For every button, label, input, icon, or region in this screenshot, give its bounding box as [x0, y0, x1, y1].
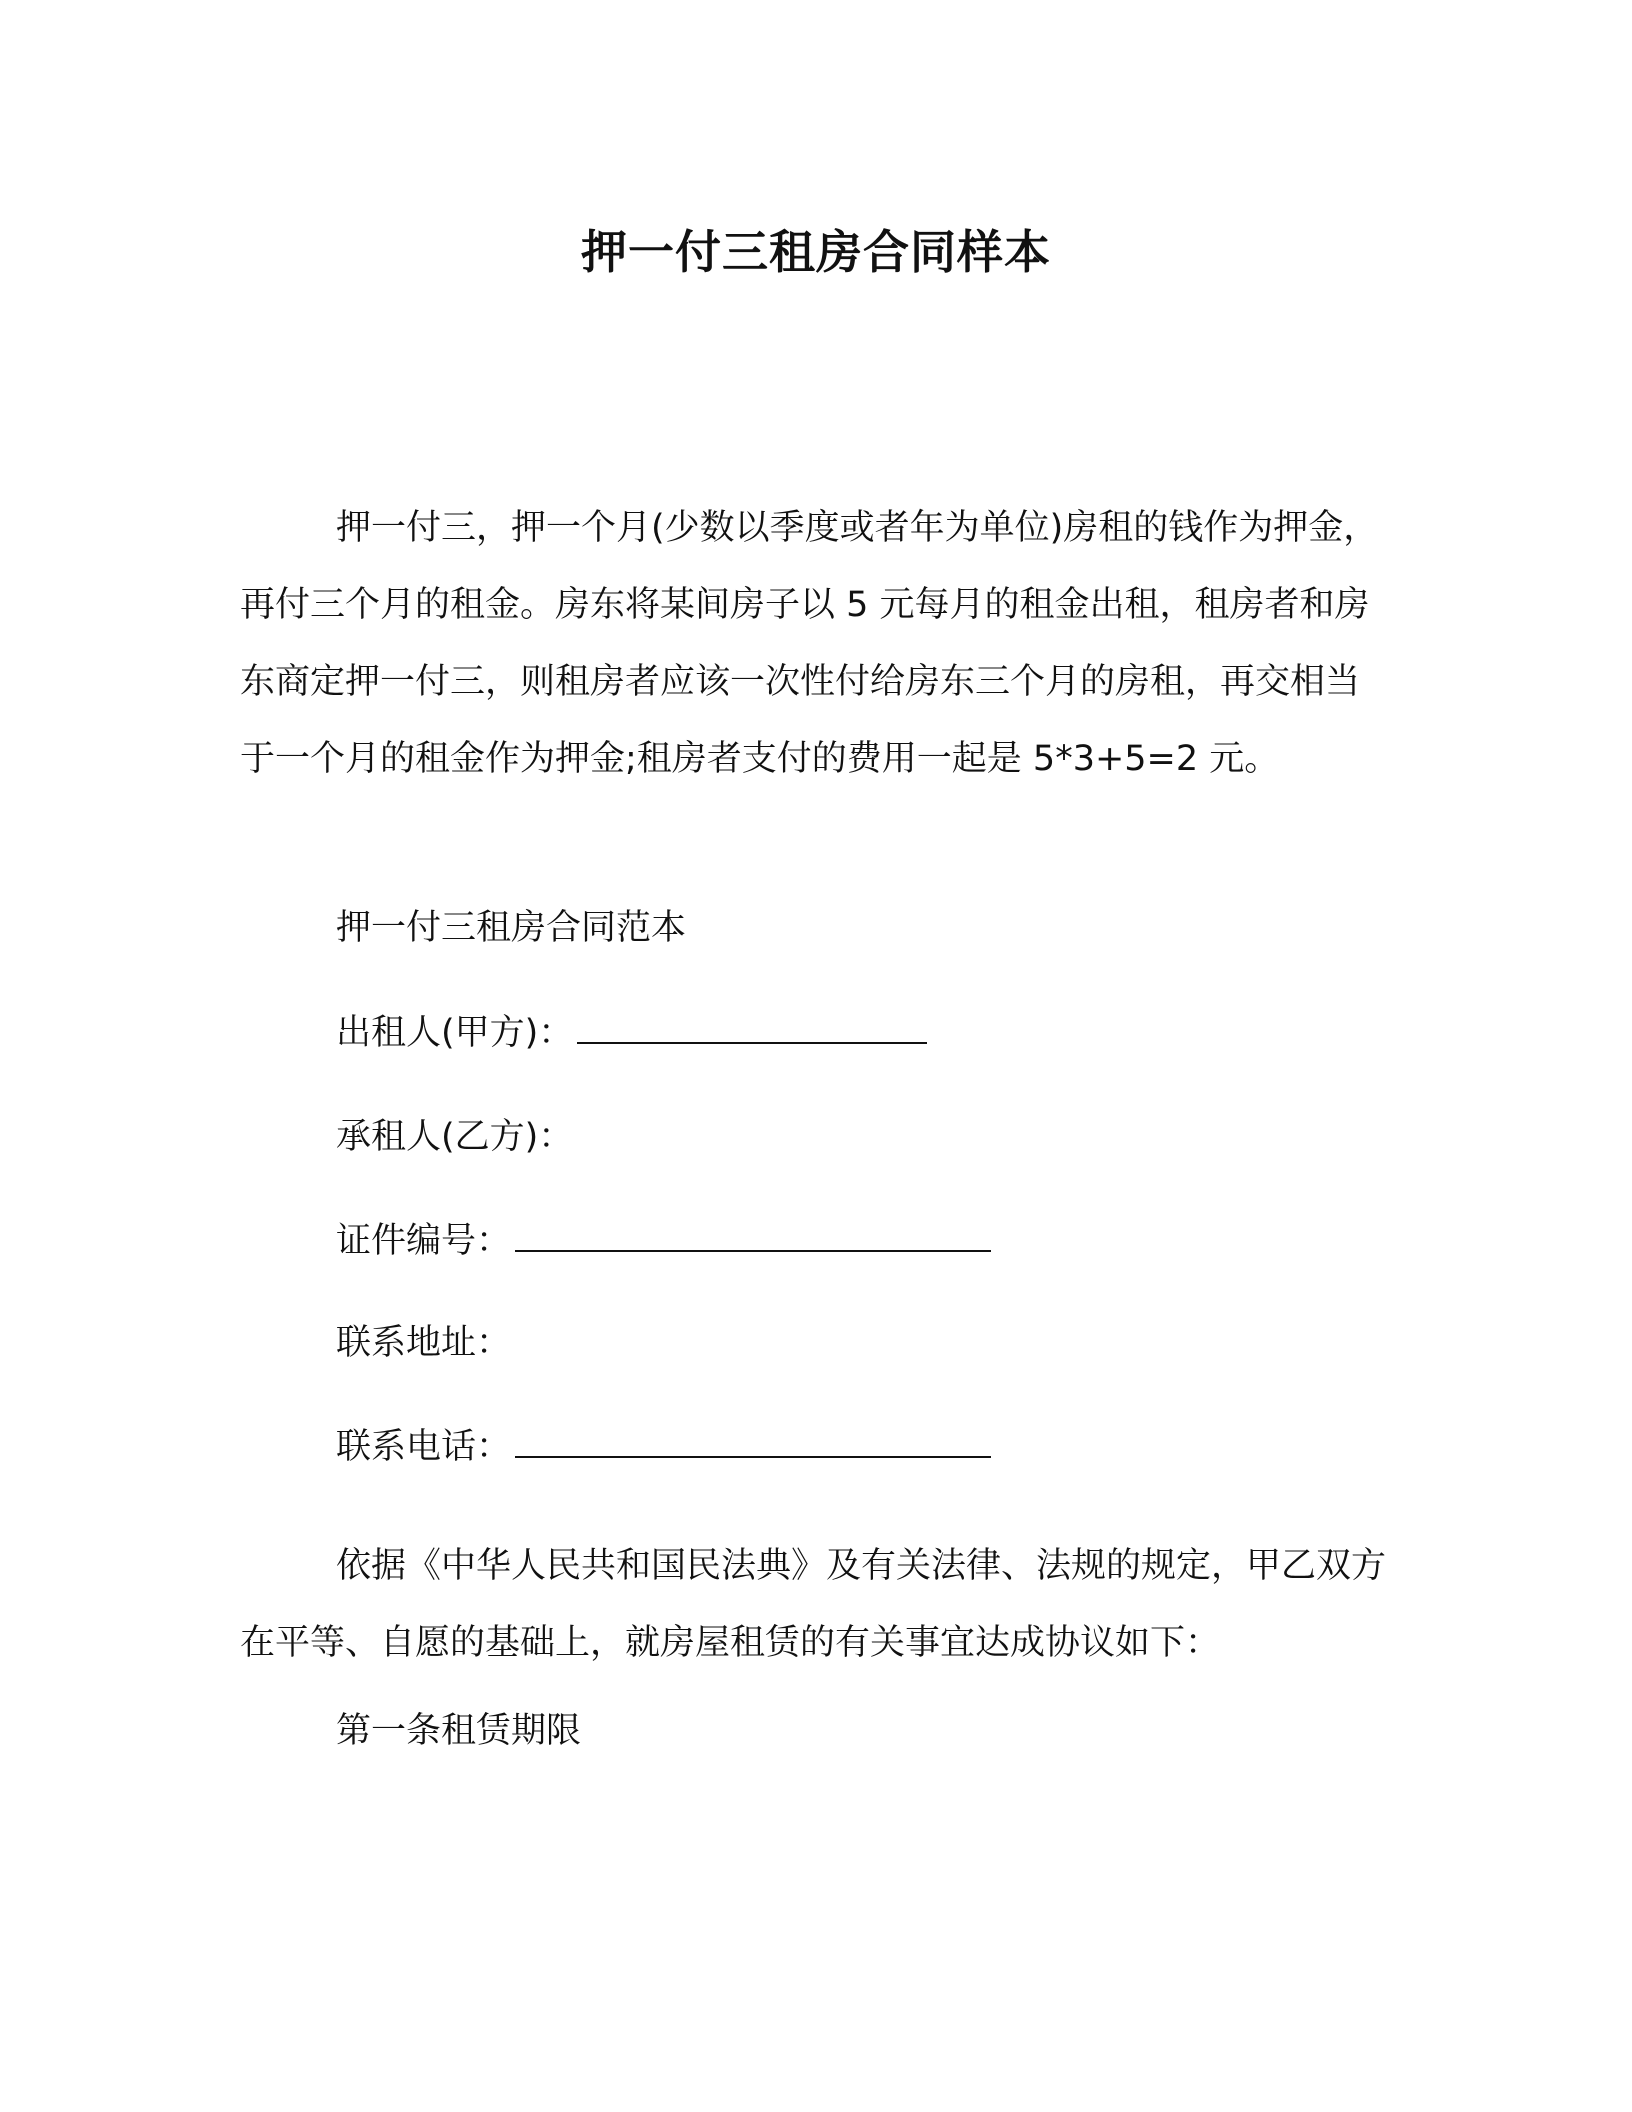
lessor-field: [336, 1008, 927, 1058]
id-number-label: 证件编号：: [336, 1221, 512, 1261]
phone-label: 联系电话：: [336, 1427, 512, 1467]
address-label: 联系地址：: [336, 1323, 512, 1363]
lessor-label: 出租人(甲方)：: [336, 1013, 574, 1053]
lessee-label: 承租人(乙方)：: [336, 1117, 574, 1157]
intro-paragraph: 押一付三，押一个月(少数以季度或者年为单位)房租的钱作为押金，再付三个月的租金。房东将某间房子以 5 元每月的租金出租，租房者和房东商定押一付三，则租房者应该一次性付给房东三个月的房租，再交相当于一个月的租金作为押金;租房者支付的费用一起是 5*3+5=2 元。: [240, 508, 1379, 779]
phone-field: [336, 1422, 991, 1472]
article-1-heading: 第一条租赁期限: [336, 1711, 582, 1751]
lessee-field: [336, 1112, 573, 1162]
id-number-blank-line[interactable]: [515, 1216, 991, 1252]
basis-paragraph: 依据《中华人民共和国民法典》及有关法律、法规的规定，甲乙双方在平等、自愿的基础上，就房屋租赁的有关事宜达成协议如下：: [240, 1546, 1387, 1663]
lessor-blank-line[interactable]: [577, 1008, 927, 1044]
sample-heading: 押一付三租房合同范本: [336, 908, 687, 948]
address-field: [336, 1318, 511, 1368]
id-number-field: [336, 1216, 991, 1266]
phone-blank-line[interactable]: [515, 1422, 991, 1458]
document-title: 押一付三租房合同样本: [581, 225, 1051, 279]
